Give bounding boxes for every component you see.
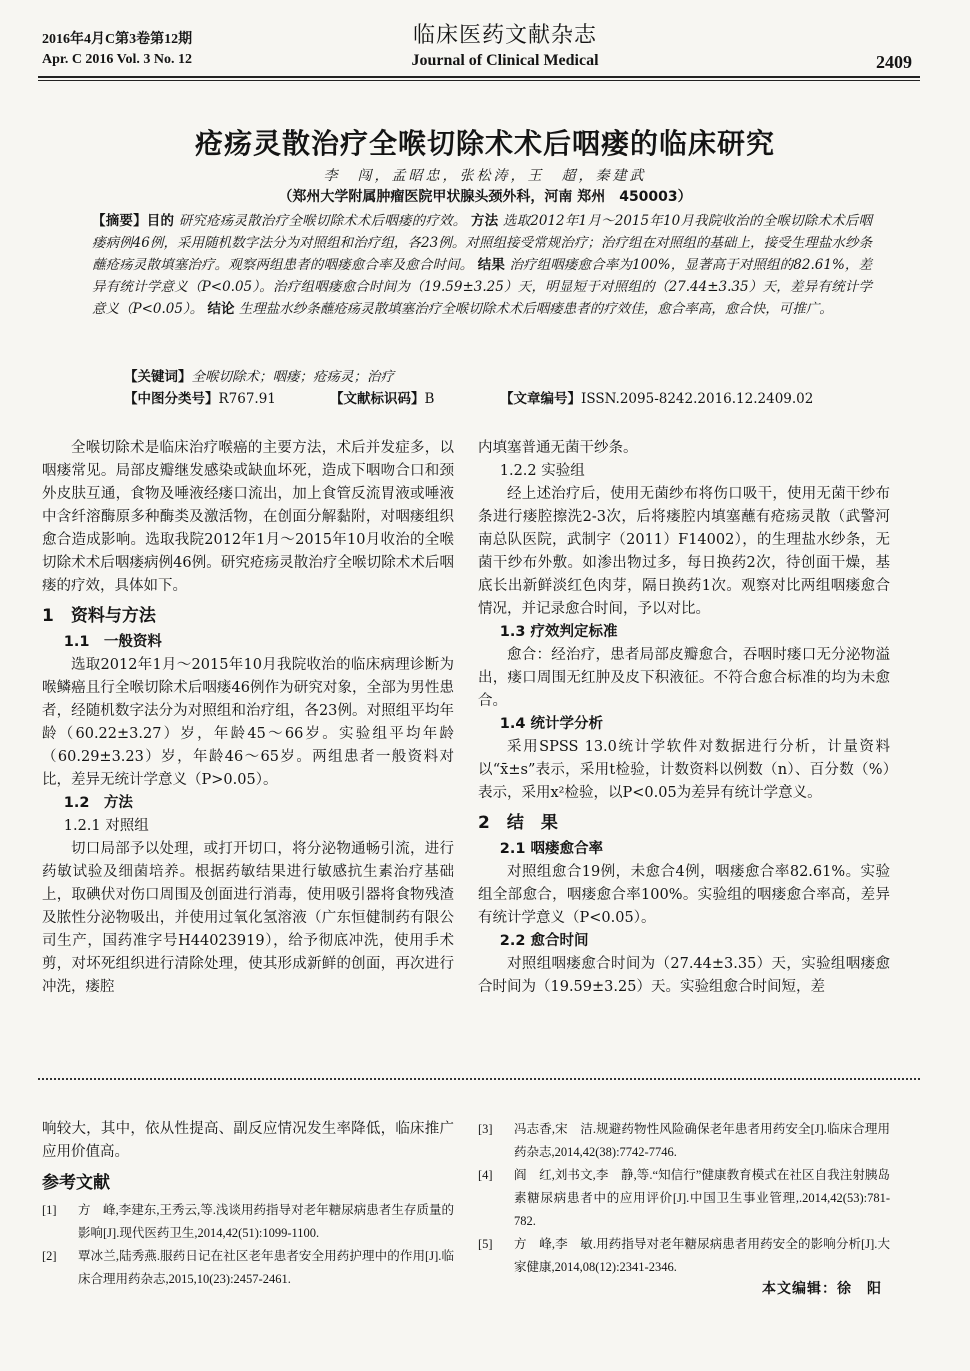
section-2-1-text: 对照组愈合19例，未愈合4例，咽瘘愈合率82.61%。实验组全部愈合，咽瘘愈合率100%。实验组的咽瘘愈合率高，差异有统计学意义（P<0.05）。 xyxy=(478,864,890,926)
reference-item xyxy=(478,1118,890,1164)
reference-text: 方 峰,李建东,王秀云,等.浅谈用药指导对老年糖尿病患者生存质量的影响[J].现代医药卫生,2014,42(51):1099-1100. xyxy=(78,1203,454,1240)
section-1-1-heading: 1.1 一般资料 xyxy=(63,634,162,650)
reference-number: [3] xyxy=(478,1122,493,1136)
section-2-1-heading: 2.1 咽瘘愈合率 xyxy=(499,841,603,857)
reference-item xyxy=(42,1199,454,1245)
journal-en: Journal of Clinical Medical xyxy=(411,52,599,69)
right-column xyxy=(478,437,890,999)
header-rule-thin xyxy=(38,80,920,81)
reference-text: 覃冰兰,陆秀燕.服药日记在社区老年患者安全用药护理中的作用[J].临床合理用药杂志,2015,10(23):2457-2461. xyxy=(78,1249,454,1286)
abstract xyxy=(92,210,872,320)
methods-label: 方法 xyxy=(470,213,499,229)
section-1-4-heading: 1.4 统计学分析 xyxy=(499,716,603,732)
keywords-label: 【关键词】 xyxy=(124,369,192,385)
article-number xyxy=(500,388,813,410)
section-2-2-heading: 2.2 愈合时间 xyxy=(499,933,589,949)
reference-item xyxy=(478,1164,890,1233)
reference-number: [4] xyxy=(478,1168,493,1182)
article-label: 【文章编号】 xyxy=(500,391,581,407)
reference-number: [2] xyxy=(42,1249,57,1263)
reference-number: [5] xyxy=(478,1237,493,1251)
abstract-methods: 选取2012年1月～2015年10月我院收治的全喉切除术术后咽瘘病例46例，采用随机数字法分为对照组和治疗组，各23例。对照组接受常规治疗；治疗组在对照组的基础上，接受生理盐水纱条蘸疮疡灵散填塞治疗。观察两组患者的咽瘘愈合率及愈合时间。 xyxy=(92,213,873,273)
reference-item xyxy=(478,1233,890,1279)
journal-name xyxy=(340,22,670,72)
section-1-2-1-heading: 1.2.1 对照组 xyxy=(63,818,149,834)
header-rule xyxy=(38,76,920,78)
section-1-3-heading: 1.3 疗效判定标准 xyxy=(499,624,618,640)
section-2-heading: 2 结 果 xyxy=(478,813,558,833)
conclusion-label: 结论 xyxy=(207,301,235,317)
section-1-heading: 1 资料与方法 xyxy=(42,606,156,626)
clc-number xyxy=(124,388,276,410)
section-2-2-text: 对照组咽瘘愈合时间为（27.44±3.35）天，实验组咽瘘愈合时间为（19.59±3.25）天。实验组愈合时间短，差 xyxy=(478,956,890,995)
abstract-results: 治疗组咽瘘愈合率为100%，显著高于对照组的82.61%，差异有统计学意义（P<0.05）。治疗组咽瘘愈合时间为（19.59±3.25）天，明显短于对照组的（27.44±3.35）天，差异有统计学意义（P<0.05）。 xyxy=(92,257,873,317)
section-1-1-text: 选取2012年1月～2015年10月我院收治的临床病理诊断为喉鳞癌且行全喉切除术后咽瘘46例作为研究对象，全部为男性患者，经随机数字法分为对照组和治疗组，各23例。对照组平均年龄（60.22±3.27）岁，年龄45～66岁。实验组平均年龄（60.29±3.23）岁，年龄46～65岁。两组患者一般资料对比，差异无统计学意义（P>0.05）。 xyxy=(42,657,454,788)
bottom-left-column xyxy=(42,1118,454,1291)
doc-label: 【文献标识码】 xyxy=(330,391,425,407)
issue-en: Apr. C 2016 Vol. 3 No. 12 xyxy=(42,52,193,67)
section-1-2-2-text: 经上述治疗后，使用无菌纱布将伤口吸干，使用无菌干纱布条进行瘘腔擦洗2-3次，后将瘘腔内填塞蘸有疮疡灵散（武警河南总队医院，武制字（2011）F14002），的生理盐水纱条，无菌干纱布外敷。如渗出物过多，每日换药2次，待创面干燥，基底长出新鲜淡红色肉芽，隔日换药1次。观察对比两组咽瘘愈合情况，并记录愈合时间，予以对比。 xyxy=(478,486,890,617)
reference-text: 阎 红,刘书文,李 静,等.“知信行”健康教育模式在社区自我注射胰岛素糖尿病患者中的应用评价[J].中国卫生事业管理,.2014,42(53):781-782. xyxy=(514,1168,890,1228)
intro-paragraph: 全喉切除术是临床治疗喉癌的主要方法，术后并发症多，以咽瘘常见。局部皮瓣继发感染或缺血坏死，造成下咽吻合口和颈外皮肤互通，食物及唾液经瘘口流出，加上食管反流胃液或唾液中含纤溶酶原多种酶类及激活物，在创面分解黏附，对咽瘘组织愈合造成影响。选取我院2012年1月～2015年10月收治的全喉切除术术后咽瘘病例46例。研究疮疡灵散治疗全喉切除术术后咽瘘的疗效，具体如下。 xyxy=(42,440,454,594)
issue-cn: 2016年4月C第3卷第12期 xyxy=(42,32,193,47)
reference-item xyxy=(42,1245,454,1291)
bottom-right-column xyxy=(478,1118,890,1279)
section-1-4-text: 采用SPSS 13.0统计学软件对数据进行分析，计量资料以“x̄±s”表示，采用t检验，计数资料以例数（n）、百分数（%）表示，采用x²检验，以P<0.05为差异有统计学意义。 xyxy=(478,739,890,801)
journal-cn: 临床医药文献杂志 xyxy=(412,23,597,48)
abstract-objective: 研究疮疡灵散治疗全喉切除术术后咽瘘的疗效。 xyxy=(178,213,467,229)
editor-credit: 本文编辑：徐 阳 xyxy=(762,1281,882,1297)
abstract-conclusion: 生理盐水纱条蘸疮疡灵散填塞治疗全喉切除术术后咽瘘患者的疗效佳，愈合率高，愈合快，可推广。 xyxy=(238,301,833,317)
reference-number: [1] xyxy=(42,1203,57,1217)
references-heading: 参考文献 xyxy=(42,1173,110,1193)
results-label: 结果 xyxy=(477,257,506,273)
authors: 李 闯，孟昭忠，张松涛，王 超，秦建武 xyxy=(323,168,647,184)
left-column xyxy=(42,437,454,999)
page-divider xyxy=(38,1078,920,1080)
paper-title: 疮疡灵散治疗全喉切除术术后咽瘘的临床研究 xyxy=(194,127,775,160)
section-1-2-2-heading: 1.2.2 实验组 xyxy=(499,463,585,479)
section-1-2-1-text: 切口局部予以处理，或打开切口，将分泌物通畅引流，进行药敏试验及细菌培养。根据药敏结果进行敏感抗生素治疗基础上，取碘伏对伤口周围及创面进行消毒，使用吸引器将食物残渣及脓性分泌物吸出，并使用过氧化氢溶液（广东恒健制药有限公司生产，国药准字号H44023919），给予彻底冲洗，使用手术剪，对坏死组织进行清除处理，使其形成新鲜的创面，再次进行冲洗，瘘腔 xyxy=(42,841,454,995)
article-value: ISSN.2095-8242.2016.12.2409.02 xyxy=(581,391,814,407)
section-1-3-text: 愈合：经治疗，患者局部皮瓣愈合，吞咽时瘘口无分泌物溢出，瘘口周围无红肿及皮下积液征。不符合愈合标准的均为未愈合。 xyxy=(478,647,890,709)
issue-info xyxy=(42,30,192,70)
reference-text: 冯志香,宋 洁.规避药物性风险确保老年患者用药安全[J].临床合理用药杂志,2014,42(38):7742-7746. xyxy=(514,1122,890,1159)
page-number: 2409 xyxy=(876,52,912,72)
affiliation: （郑州大学附属肿瘤医院甲状腺头颈外科，河南 郑州 450003） xyxy=(278,189,692,205)
continued-text: 内填塞普通无菌干纱条。 xyxy=(478,440,638,456)
keywords xyxy=(124,366,394,388)
section-1-2-heading: 1.2 方法 xyxy=(63,795,133,811)
clc-label: 【中图分类号】 xyxy=(124,391,219,407)
doc-value: B xyxy=(424,391,435,407)
abstract-label: 【摘要】目的 xyxy=(92,213,175,229)
document-code xyxy=(330,388,434,410)
reference-text: 方 峰,李 敏.用药指导对老年糖尿病患者用药安全的影响分析[J].大家健康,2014,08(12):2341-2346. xyxy=(514,1237,890,1274)
continued-text-bottom: 响较大，其中，依从性提高、副反应情况发生率降低，临床推广应用价值高。 xyxy=(42,1121,454,1160)
clc-value: R767.91 xyxy=(218,391,276,407)
keywords-text: 全喉切除术；咽瘘；疮疡灵；治疗 xyxy=(191,369,394,385)
